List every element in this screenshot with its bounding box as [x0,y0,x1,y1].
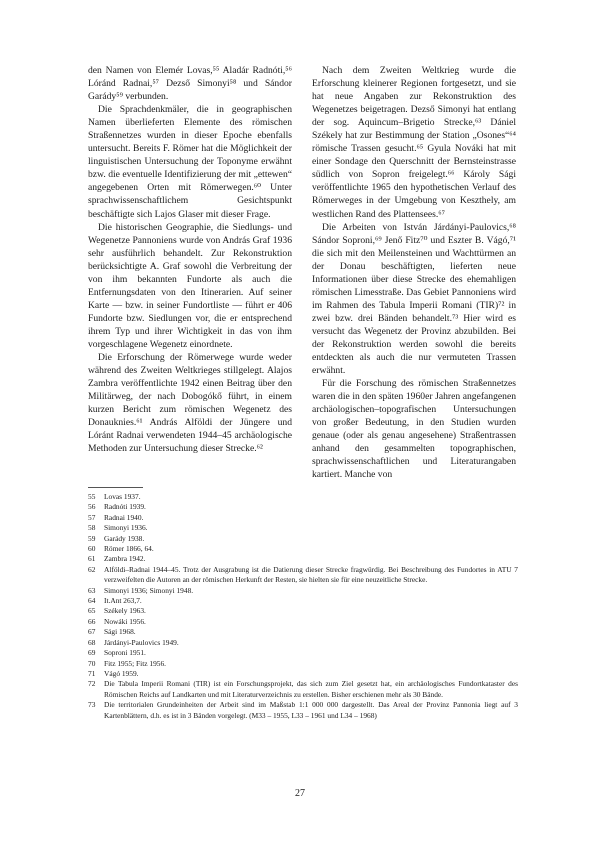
footnote-number: 67 [88,627,96,637]
footnote-number: 62 [88,564,96,574]
left-column [88,64,292,482]
footnote-text: Nowáki 1956. [104,616,146,626]
footnote-text: Die territorialen Grundeinheiten der Arbeit sind im Maßstab 1:1 000 000 dargestellt. Das Areal der Provinz Pannonia liegt auf 3 Kartenblättern, d.h. es ist in 3 Bänden vorgelegt. (M33 – 1955, L33 – 1961 und L34 – 1968) [104,700,518,720]
footnote [88,554,518,564]
footnote [88,502,518,512]
footnote-number: 68 [88,637,96,647]
footnote-number: 55 [88,492,96,501]
footnote [88,523,518,533]
footnote [88,534,518,544]
footnote-separator [88,487,143,488]
paragraph: Für die Forschung des römischen Straßennetzes waren die in den späten 1960er Jahren angefangenen archäologischen–topografischen Untersuchungen von großer Bedeutung, in den Studien wurden genaue (oder als genau angesehene) Straßentrassen anhand den gesammelten topographischen, sprachwissenschaftlichen und Literaturangaben kartiert. Manche von [312,378,516,481]
footnote-text: Simonyi 1936; Simonyi 1948. [104,585,194,595]
footnote-number: 60 [88,544,96,554]
footnote-text: Simonyi 1936. [104,523,148,533]
footnote [88,606,518,616]
footnote-text: Fitz 1955; Fitz 1956. [104,658,167,668]
footnote-number: 63 [88,585,96,595]
footnote [88,513,518,523]
footnote [88,586,518,596]
footnote [88,596,518,606]
footnote [88,669,518,679]
footnote [88,700,518,721]
right-column [312,64,516,482]
footnote [88,627,518,637]
footnote-number: 66 [88,616,96,626]
paragraph: Die Arbeiten von István Járdányi-Paulovics,⁶⁸ Sándor Soproni,⁶⁹ Jenő Fitz⁷⁰ und Eszter B. Vágó,⁷¹ die sich mit den Meilensteinen und Wachttürmen an der Donau beschäftigten, lieferten neue Informationen über diese Strecke des ehemahligen römischen Limesstraße. Das Gebiet Pannoniens wird im Rahmen des Tabula Imperii Romani (TIR)⁷² in zwei bzw. drei Bänden behandelt.⁷³ Hier wird es versucht das Wegenetz der Provinz abzubilden. Bei der Rekonstruktion werden sowohl die bereits entdeckten als auch die nur vermuteten Trassen erwähnt. [312,221,516,377]
footnote-number: 69 [88,648,96,658]
paragraph: Die Erforschung der Römerwege wurde weder während des Zweiten Weltkrieges stillgelegt. Alajos Zambra veröffentlichte 1942 einen Beitrag über den Militärweg, der nach Dobogókő führt, in einem kurzen Bericht zum römischen Wegenetz des Donauknies.⁶¹ András Alföldi der Jüngere und Lóránt Radnai verwendeten 1944–45 archäologische Methoden zur Untersuchung dieser Strecke.⁶² [88,352,292,455]
footnote-text: Radnai 1940. [104,512,144,522]
footnote-text: Garády 1938. [104,533,145,543]
footnote [88,617,518,627]
footnote-number: 70 [88,658,96,668]
footnote [88,648,518,658]
footnote-number: 59 [88,533,96,543]
footnote-number: 57 [88,512,96,522]
footnote-number: 64 [88,596,96,606]
footnote-number: 72 [88,679,96,689]
footnote [88,565,518,586]
paragraph: Die historischen Geographie, die Siedlungs- und Wegenetze Pannoniens wurde von András Graf 1936 sehr ausführlich behandelt. Zur Rekonstruktion berücksichtigte A. Graf sowohl die Verbreitung der von ihm bekannten Fundorte als auch die Entfernungsdaten von den Itinerarien. Auf seiner Karte — bzw. in seiner Fundortliste — führt er 406 Fundorte bzw. Siedlungen vor, die er entsprechend ihrem Typ und ihrer Wichtigkeit in das von ihm vorgeschlagene Wegenetz einordnete. [88,221,292,350]
footnotes [88,492,518,721]
footnote [88,544,518,554]
footnote-text: Römer 1866, 64. [104,544,154,554]
footnote-number: 56 [88,502,96,512]
page-number: 27 [295,788,305,799]
footnote-text: Járdányi-Paulovics 1949. [104,637,179,647]
footnote-number: 58 [88,523,96,533]
footnote-text: Soproni 1951. [104,648,146,658]
paragraph: Nach dem Zweiten Weltkrieg wurde die Erforschung kleinerer Regionen fortgesetzt, und sie hat neue Angaben zur Rekonstruktion des Wegenetzes beigetragen. Dezső Simonyi hat entlang der sog. Aquincum–Brigetio Strecke,⁶³ Dániel Székely hat zur Bestimmung der Station „Osones“⁶⁴ römische Trassen gesucht.⁶⁵ Gyula Nováki hat mit einer Sondage den Querschnitt der Bernsteinstrasse südlich von Sopron freigelegt.⁶⁶ Károly Sági veröffentlichte 1965 den hypothetischen Verlauf des Römerweges in der Umgebung von Keszthely, am westlichen Rand des Plattensees.⁶⁷ [312,65,516,220]
footnote [88,638,518,648]
footnote-text: It.Ant 263,7. [104,596,142,606]
footnote-number: 71 [88,668,96,678]
paragraph: den Namen von Elemér Lovas,⁵⁵ Aladár Radnóti,⁵⁶ Lóránd Radnai,⁵⁷ Dezső Simonyi⁵⁸ und Sándor Garády⁵⁹ verbunden. [88,65,292,103]
footnote-text: Radnóti 1939. [104,502,146,512]
footnote [88,679,518,700]
paragraph: Die Sprachdenkmäler, die in geographischen Namen überlieferten Elemente des römischen Straßennetzes wurden in dieser Epoche ebenfalls untersucht. Bereits F. Römer hat die Möglichkeit der linguistischen Untersuchung der Toponyme erwähnt bzw. die eventuelle Identifizierung der mit „ettewen“ angegebenen Orten mit Römerwegen.⁶⁰ Unter sprachwissenschaftlichem Gesichtspunkt beschäftigte sich Lajos Glaser mit dieser Frage. [88,104,292,220]
footnote [88,492,518,502]
body-columns [88,64,516,482]
footnote-number: 73 [88,700,96,710]
footnote-text: Die Tabula Imperii Romani (TIR) ist ein Forschungsprojekt, das sich zum Ziel gesetzt hat, ein archäologisches Fundortkataster des Römischen Reichs auf Landkarten und mit Literaturverzeichnis zu erstellen. Bisher erschienen mehr als 30 Bände. [104,679,518,699]
footnote-text: Zambra 1942. [104,554,146,564]
footnote-text: Alföldi–Radnai 1944–45. Trotz der Ausgrabung ist die Datierung dieser Strecke fragwürdig. Bei Beschreibung des Fundortes in ATU 7 verzweifelten die Autoren an der römischen Herkunft der Resten, sie hielten sie für eine neuzeitliche Strecke. [104,564,518,585]
footnote-text: Sági 1968. [104,627,136,637]
footnote [88,659,518,669]
footnote-number: 65 [88,606,96,616]
footnote-text: Székely 1963. [104,606,146,616]
footnote-text: Lovas 1937. [104,492,141,501]
footnote-text: Vágó 1959. [104,668,139,678]
footnote-number: 61 [88,554,96,564]
